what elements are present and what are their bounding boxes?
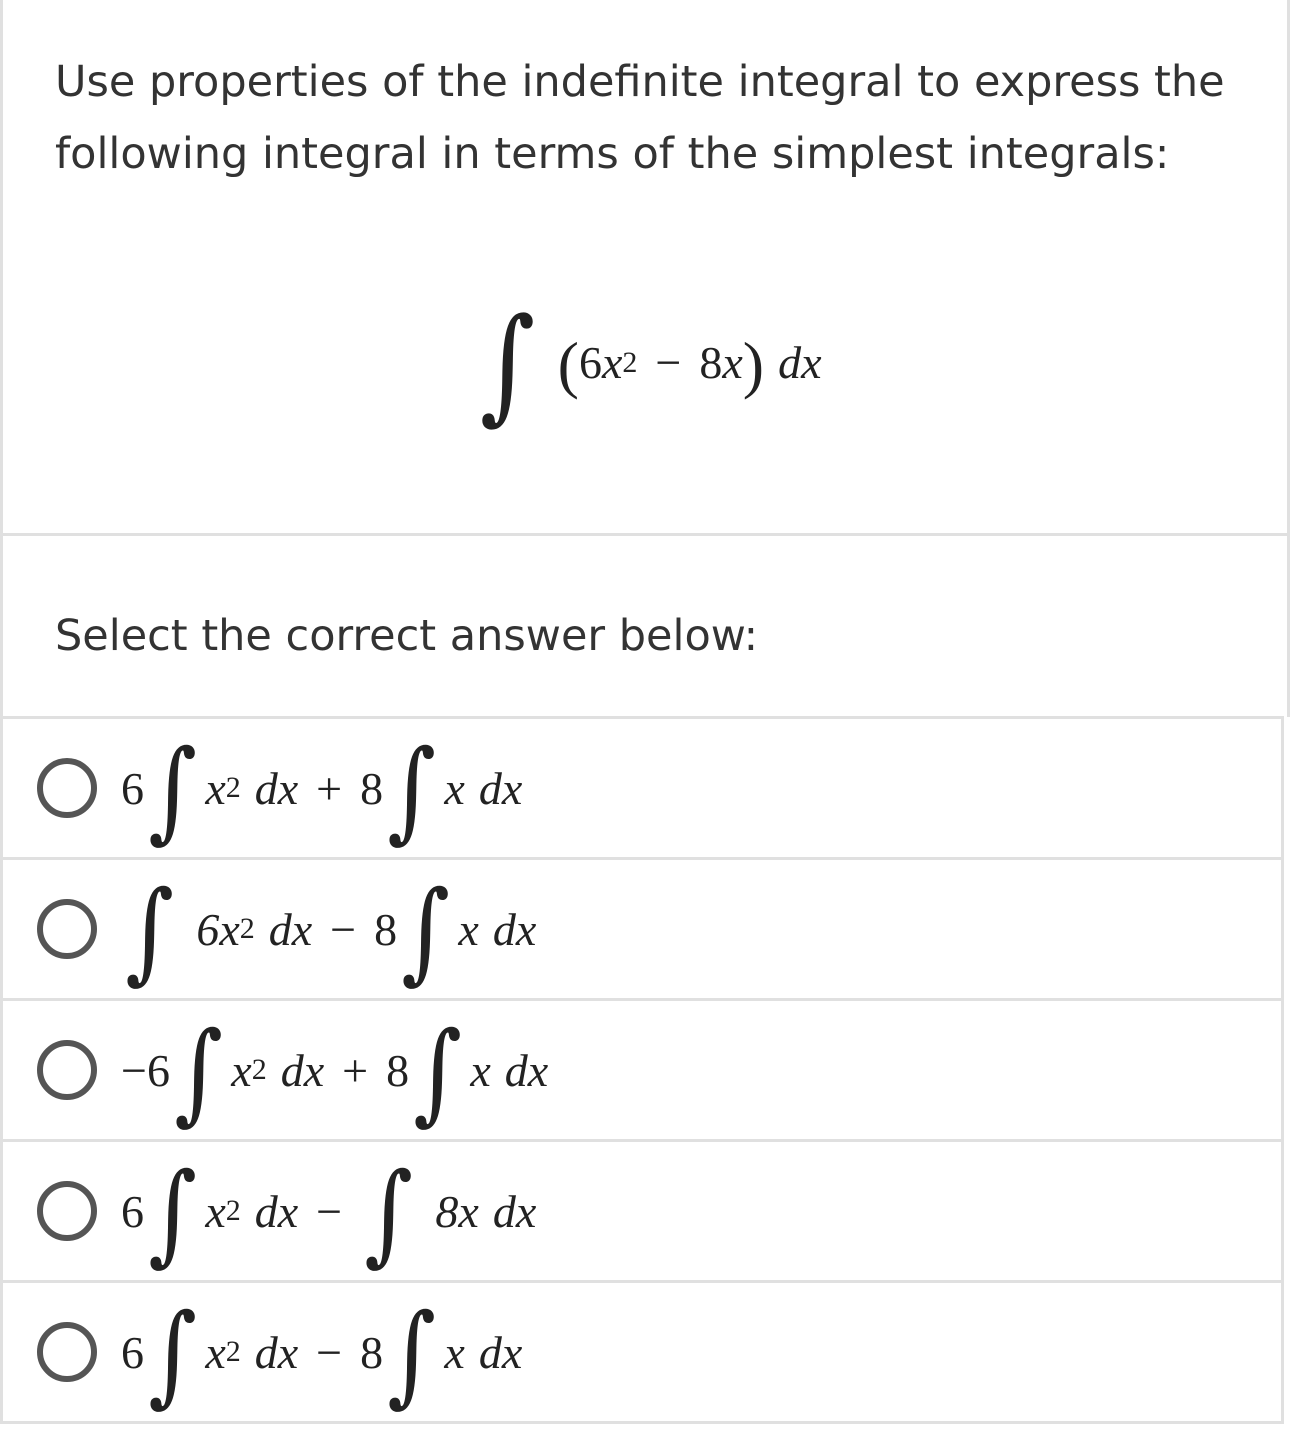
- option-expression: 6 ∫ x 2 dx − 8 ∫ x dx: [121, 1290, 523, 1418]
- option-operator: −: [316, 1326, 343, 1378]
- option-coef-1: −6: [121, 1044, 170, 1096]
- integral-sign: ∫: [148, 726, 198, 854]
- right-paren: ): [742, 328, 765, 400]
- differential: dx: [504, 1044, 549, 1096]
- radio-button[interactable]: [37, 1040, 97, 1100]
- option-operator: +: [342, 1044, 369, 1096]
- option-term-2: x: [444, 1326, 465, 1378]
- question-text: Use properties of the indefinite integral to express the following integral in terms of the simplest integrals:: [55, 57, 1225, 179]
- integral-sign: ∫: [413, 1008, 463, 1136]
- differential: dx: [254, 1326, 299, 1378]
- option-term-1: x: [205, 762, 226, 814]
- option-expression: 6 ∫ x 2 dx + 8 ∫ x dx: [121, 726, 523, 854]
- option-term-1: x: [205, 1185, 226, 1237]
- answer-option-a[interactable]: [0, 716, 1284, 857]
- differential: dx: [254, 1185, 299, 1237]
- differential: dx: [778, 337, 822, 388]
- option-operator: −: [330, 903, 357, 955]
- answer-option-c[interactable]: [0, 998, 1284, 1139]
- question-panel: [0, 0, 1290, 536]
- integral-sign: ∫: [364, 1149, 414, 1277]
- answer-option-d[interactable]: [0, 1139, 1284, 1280]
- integral-sign: ∫: [401, 867, 451, 995]
- option-term-1: x: [231, 1044, 252, 1096]
- answer-option-e[interactable]: [0, 1280, 1284, 1424]
- radio-button[interactable]: [37, 899, 97, 959]
- option-coef-2: 8: [386, 1044, 410, 1096]
- option-coef-1: 6: [121, 762, 144, 814]
- integral-sign: ∫: [148, 1290, 198, 1418]
- option-coef-1: 6: [121, 1326, 144, 1378]
- differential: dx: [478, 762, 523, 814]
- differential: dx: [254, 762, 299, 814]
- left-paren: (: [557, 328, 579, 400]
- option-coef-2: 8: [360, 762, 384, 814]
- option-term-1: x: [205, 1326, 226, 1378]
- integral-sign: ∫: [387, 1290, 437, 1418]
- differential: dx: [280, 1044, 325, 1096]
- integral-sign: ∫: [479, 292, 535, 437]
- radio-button[interactable]: [37, 1322, 97, 1382]
- prompt-text: Select the correct answer below:: [55, 611, 759, 661]
- integral-sign: ∫: [387, 726, 437, 854]
- question-formula: [3, 292, 1290, 440]
- option-operator: −: [316, 1185, 343, 1237]
- prompt-panel: [0, 536, 1290, 717]
- integral-sign: ∫: [125, 867, 175, 995]
- answer-option-b[interactable]: [0, 857, 1284, 998]
- option-coef-1: 6: [121, 1185, 144, 1237]
- minus-sign: −: [655, 337, 682, 388]
- coef-1: 6: [578, 337, 602, 388]
- question-integral: ∫ ( 6 x 2 − 8 x ) dx: [479, 292, 822, 437]
- integral-sign: ∫: [174, 1008, 223, 1136]
- var-x: x: [601, 337, 623, 388]
- option-expression: 6 ∫ x 2 dx − ∫ 8x dx: [121, 1149, 537, 1277]
- integral-sign: ∫: [148, 1149, 198, 1277]
- differential: dx: [492, 903, 537, 955]
- differential: dx: [492, 1185, 537, 1237]
- differential: dx: [478, 1326, 523, 1378]
- coef-2: 8: [699, 337, 723, 388]
- var-x-2: x: [722, 337, 743, 388]
- differential: dx: [268, 903, 313, 955]
- radio-button[interactable]: [37, 758, 97, 818]
- option-expression: ∫ 6x 2 dx − 8 ∫ x dx: [125, 867, 537, 995]
- option-coef-2: 8: [374, 903, 398, 955]
- option-coef-2: 8: [360, 1326, 384, 1378]
- answer-options: [0, 716, 1284, 1424]
- radio-button[interactable]: [37, 1181, 97, 1241]
- option-operator: +: [316, 762, 343, 814]
- option-expression: −6 ∫ x 2 dx + 8 ∫ x dx: [121, 1008, 549, 1136]
- option-term-2: x: [444, 762, 465, 814]
- option-term-2: x: [458, 903, 479, 955]
- option-term-2: x: [470, 1044, 491, 1096]
- option-term-2: 8x: [435, 1185, 479, 1237]
- option-term-1: 6x: [196, 903, 240, 955]
